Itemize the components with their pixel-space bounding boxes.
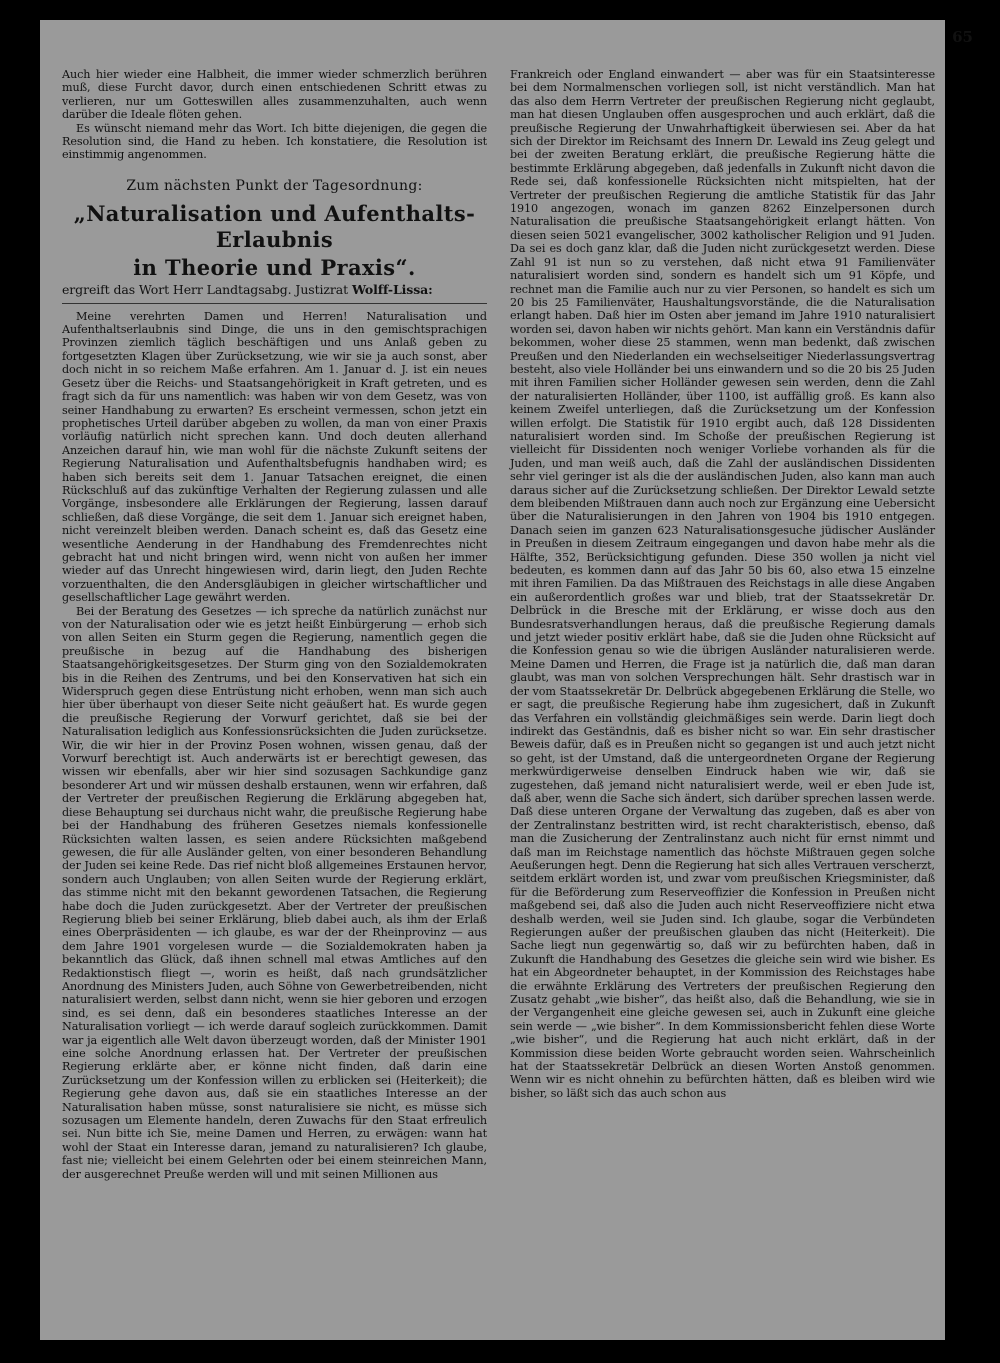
left-column bbox=[62, 68, 487, 1333]
intro-paragraph-2: Es wünscht niemand mehr das Wort. Ich bitte diejenigen, die gegen die Resolution sind, die Hand zu heben. Ich konstatiere, die Resolution ist einstimmig angenommen. bbox=[62, 121, 487, 162]
agenda-line: Zum nächsten Punkt der Tagesordnung: bbox=[126, 177, 423, 194]
body-paragraph: Frankreich oder England einwandert — aber was für ein Staatsinteresse bei dem Normalmenschen vorliegen soll, ist nicht verständlich. Man hat das also dem Herrn Vertreter der preußischen Regierung nicht geglaubt, man hat diesen Unglauben offen ausgesprochen und auch erklärt, daß die preußische Regierung der Unwahrhaftigkeit überwiesen sei. Aber da hat sich der Direktor im Reichsamt des Innern Dr. Lewald ins Zeug gelegt und bei der zweiten Beratung erklärt, die preußische Regierung hätte die bestimmte Erklärung abgegeben, daß jedenfalls in Zukunft nicht davon die Rede sei, daß konfessionelle Rücksichten nicht mitspielten, hat der Vertreter der preußischen Regierung die amtliche Statistik für das Jahr 1910 angezogen, wonach im ganzen 8262 Einzelpersonen durch Naturalisation die preußische Staatsangehörigkeit erlangt hätten. Von diesen seien 5021 evangelischer, 3002 katholischer Religion und 91 Juden. Da sei es doch ganz klar, daß die Juden nicht zurückgesetzt werden. Diese Zahl 91 ist nun so zu verstehen, daß nicht etwa 91 Familienväter naturalisiert worden sind, sondern es handelt sich um 91 Köpfe, und rechnet man die Familie auch nur zu vier Personen, so handelt es sich um 20 bis 25 Familienväter, Haushaltungsvorstände, die die Naturalisation erlangt haben. Daß hier im Osten aber jemand im Jahre 1910 naturalisiert worden sei, davon haben wir nichts gehört. Man kann ein Verständnis dafür bekommen, woher diese 25 stammen, wenn man bedenkt, daß zwischen Preußen und den Niederlanden ein wechselseitiger Niederlassungsvertrag besteht, also viele Holländer bei uns einwandern und so die 20 bis 25 Juden mit ihren Familien sicher Holländer gewesen sein werden, denn die Zahl der naturalisierten Holländer, über 1100, ist auffällig groß. Es kann also keinem Zweifel unterliegen, daß die Zurücksetzung um der Konfession willen erfolgt. Die Statistik für 1910 ergibt auch, daß 128 Dissidenten naturalisiert worden sind. Im Schoße der preußischen Regierung ist vielleicht für Dissidenten noch weniger Vorliebe vorhanden als für die Juden, und man weiß auch, daß die Zahl der ausländischen Dissidenten sehr viel geringer ist als die der ausländischen Juden, also kann man auch daraus sicher auf die Zurücksetzung schließen. Der Direktor Lewald setzte dem bleibenden Mißtrauen dann auch noch zur Ergänzung eine Uebersicht über die Naturalisierungen in den Jahren von 1904 bis 1910 entgegen. Danach seien im ganzen 623 Naturalisationsgesuche jüdischer Ausländer in Preußen in diesem Zeitraum eingegangen und davon habe mehr als die Hälfte, 352, Berücksichtigung gefunden. Diese 350 wollen ja nicht viel bedeuten, es kommen dann auf das Jahr 50 bis 60, also etwa 15 einzelne mit ihren Familien. Da das Mißtrauen des Reichstags in alle diese Angaben ein außerordentlich großes war und blieb, trat der Staatssekretär Dr. Delbrück in die Bresche mit der Erklärung, er wisse doch aus den Bundesratsverhandlungen heraus, daß die preußische Regierung damals und jetzt wieder positiv erklärt habe, daß sie die Juden ohne Rücksicht auf die Konfession genau so wie die übrigen Ausländer naturalisieren werde. Meine Damen und Herren, die Frage ist ja natürlich die, daß man daran glaubt, was man von solchen Versprechungen hält. Sehr drastisch war in der vom Staatssekretär Dr. Delbrück abgegebenen Erklärung die Stelle, wo er sagt, die preußische Regierung habe ihm zugesichert, daß in Zukunft das Verfahren ein vollständig gleichmäßiges sein werde. Darin liegt doch indirekt das Geständnis, daß es bisher nicht so war. Ein sehr drastischer Beweis dafür, daß es in Preußen nicht so gegangen ist und auch jetzt nicht so geht, ist der Umstand, daß die untergeordneten Organe der Regierung merkwürdigerweise denselben Eindruck haben wie wir, daß sie zugestehen, daß jemand nicht naturalisiert werde, weil er eben Jude ist, daß aber, wenn die Sache sich ändert, sich darüber sprechen lassen werde. Daß diese unteren Organe der Verwaltung das zugeben, daß es aber von der Zentralinstanz bestritten wird, ist recht charakteristisch, ebenso, daß man die Zusicherung der Zentralinstanz auch nicht für ernst nimmt und daß man im Reichstage namentlich das höchste Mißtrauen gegen solche Aeußerungen hegt. Denn die Regierung hat sich alles Vertrauen verscherzt, seitdem erklärt worden ist, und zwar vom preußischen Kriegsminister, daß für die Beförderung zum Reserveoffizier die Konfession in Preußen nicht maßgebend sei, daß also die Juden auch nicht Reserveoffiziere nicht etwa deshalb werden, weil sie Juden sind. Ich glaube, sogar die Verbündeten Regierungen außer der preußischen glauben das nicht (Heiterkeit). Die Sache liegt nun gegenwärtig so, daß wir zu befürchten haben, daß in Zukunft die Handhabung des Gesetzes die gleiche sein wird wie bisher. Es hat ein Abgeordneter behauptet, in der Kommission des Reichstages habe die erwähnte Erklärung des Vertreters der preußischen Regierung den Zusatz gehabt „wie bisher“, das heißt also, daß die Behandlung, wie sie in der Vergangenheit eine gleiche gewesen sei, auch in Zukunft eine gleiche sein werde — „wie bisher“. In dem Kommissionsbericht fehlen diese Worte „wie bisher“, und die Regierung hat auch nicht erklärt, daß in der Kommission diese beiden Worte gebraucht worden seien. Wahrscheinlich hat der Staatssekretär Delbrück an diesen Worten Anstoß genommen. Wenn wir es nicht ohnehin zu befürchten hätten, daß es bleiben wird wie bisher, so läßt sich das auch schon aus bbox=[510, 68, 935, 1100]
divider bbox=[62, 303, 487, 304]
body-paragraph: Meine verehrten Damen und Herren! Naturalisation und Aufenthaltserlaubnis sind Dinge, die uns in den gemischtsprachigen Provinzen ziemlich täglich beschäftigen und uns Anlaß geben zu fortgesetzten Klagen über Zurücksetzung, wie wir sie ja auch sonst, aber doch nicht in so reichem Maße erfahren. Am 1. Januar d. J. ist ein neues Gesetz über die Reichs- und Staatsangehörigkeit in Kraft getreten, und es fragt sich da für uns namentlich: was haben wir von dem Gesetz, was von seiner Handhabung zu erwarten? Es erscheint vermessen, schon jetzt ein prophetisches Urteil darüber abgeben zu wollen, da man von einer Praxis vorläufig natürlich nicht sprechen kann. Und doch deuten allerhand Anzeichen darauf hin, wie man wohl für die nächste Zukunft seitens der Regierung Naturalisation und Aufenthaltsbefugnis handhaben wird; es haben sich bereits seit dem 1. Januar Tatsachen ereignet, die einen Rückschluß auf das zukünftige Verhalten der Regierung zulassen und alle Vorgänge, insbesondere alle Erklärungen der Regierung, lassen darauf schließen, daß diese Vorgänge, die seit dem 1. Januar sich ereignet haben, nicht vereinzelt bleiben werden. Danach scheint es, daß das Gesetz eine wesentliche Aenderung in der Handhabung des Fremdenrechtes nicht gebracht hat und nicht bringen wird, wenn nicht von außen her immer wieder auf das Unrecht hingewiesen wird, darin liegt, den Juden Rechte vorzuenthalten, die den Andersgläubigen in gleicher wirtschaftlicher und gesellschaftlicher Lage gewährt werden. bbox=[62, 309, 487, 605]
article-headline-line-1: „Naturalisation und Aufenthalts-Erlaubnis bbox=[73, 201, 476, 253]
article-headline-line-2: in Theorie und Praxis“. bbox=[133, 255, 416, 281]
body-paragraph: Bei der Beratung des Gesetzes — ich spreche da natürlich zunächst nur von der Naturalisation oder wie es jetzt heißt Einbürgerung — erhob sich von allen Seiten ein Sturm gegen die Regierung, namentlich gegen die preußische in bezug auf die Handhabung des bisherigen Staatsangehörigkeitsgesetzes. Der Sturm ging von den Sozialdemokraten bis in die Reihen des Zentrums, und bei den Konservativen hat sich ein Widerspruch gegen diese Entrüstung nicht erhoben, wenn man sich auch hier über überhaupt von dieser Seite nicht geäußert hat. Es wurde gegen die preußische Regierung der Vorwurf gerichtet, daß sie bei der Naturalisation lediglich aus Konfessionsrücksichten die Juden zurücksetze. Wir, die wir hier in der Provinz Posen wohnen, wissen genau, daß der Vorwurf berechtigt ist. Auch anderwärts ist er berechtigt gewesen, das wissen wir ebenfalls, aber wir hier sind sozusagen Sachkundige ganz besonderer Art und wir müssen deshalb erstaunen, wenn wir erfahren, daß der Vertreter der preußischen Regierung die Erklärung abgegeben hat, diese Behauptung sei durchaus nicht wahr, die preußische Regierung habe bei der Handhabung des früheren Gesetzes niemals konfessionelle Rücksichten walten lassen, es seien andere Rücksichten maßgebend gewesen, die für alle Ausländer gelten, von einer besonderen Behandlung der Juden sei keine Rede. Das rief nicht bloß allgemeines Erstaunen hervor, sondern auch Unglauben; von allen Seiten wurde der Regierung erklärt, das stimme nicht mit den bekannt gewordenen Tatsachen, die Regierung habe doch die Juden zurückgesetzt. Aber der Vertreter der preußischen Regierung blieb bei seiner Erklärung, blieb dabei auch, als ihm der Erlaß eines Oberpräsidenten — ich glaube, es war der der Rheinprovinz — aus dem Jahre 1901 vorgelesen wurde — die Sozialdemokraten haben ja bekanntlich das Glück, daß ihnen schnell mal etwas Amtliches auf den Redaktionstisch fliegt —, worin es heißt, daß nach grundsätzlicher Anordnung des Ministers Juden, auch Söhne von Gewerbetreibenden, nicht naturalisiert werden, selbst dann nicht, wenn sie hier geboren und erzogen sind, es sei denn, daß ein besonderes staatliches Interesse an der Naturalisation vorliegt — ich werde darauf sogleich zurückkommen. Damit war ja eigentlich alle Welt davon überzeugt worden, daß der Minister 1901 eine solche Anordnung erlassen hat. Der Vertreter der preußischen Regierung erklärte aber, er könne nicht finden, daß darin eine Zurücksetzung um der Konfession willen zu erblicken sei (Heiterkeit); die Regierung gehe davon aus, daß sie ein staatliches Interesse an der Naturalisation haben müsse, sonst naturalisiere sie nicht, es müsse sich sozusagen um Elemente handeln, deren Zuwachs für den Staat erfreulich sei. Nun bitte ich Sie, meine Damen und Herren, zu erwägen: wann hat wohl der Staat ein Interesse daran, jemand zu naturalisieren? Ich glaube, fast nie; vielleicht bei einem Gelehrten oder bei einem steinreichen Mann, der ausgerechnet Preuße werden will und mit seinen Millionen aus bbox=[62, 604, 487, 1181]
intro-paragraph-1: Auch hier wieder eine Halbheit, die immer wieder schmerzlich berühren muß, diese Furcht davor, durch einen entschiedenen Schritt etwas zu verlieren, nur um Gotteswillen alles zusammenzuhalten, auch wenn darüber die Ideale flöten gehen. bbox=[62, 68, 487, 122]
speaker-name: Wolff-Lissa: bbox=[351, 282, 433, 298]
newspaper-page bbox=[40, 20, 973, 1340]
speaker-prefix: ergreift das Wort Herr Landtagsabg. Justizrat bbox=[62, 282, 349, 298]
right-column bbox=[510, 68, 935, 1333]
page-number: 65 bbox=[952, 28, 973, 46]
speaker-line bbox=[62, 283, 487, 296]
